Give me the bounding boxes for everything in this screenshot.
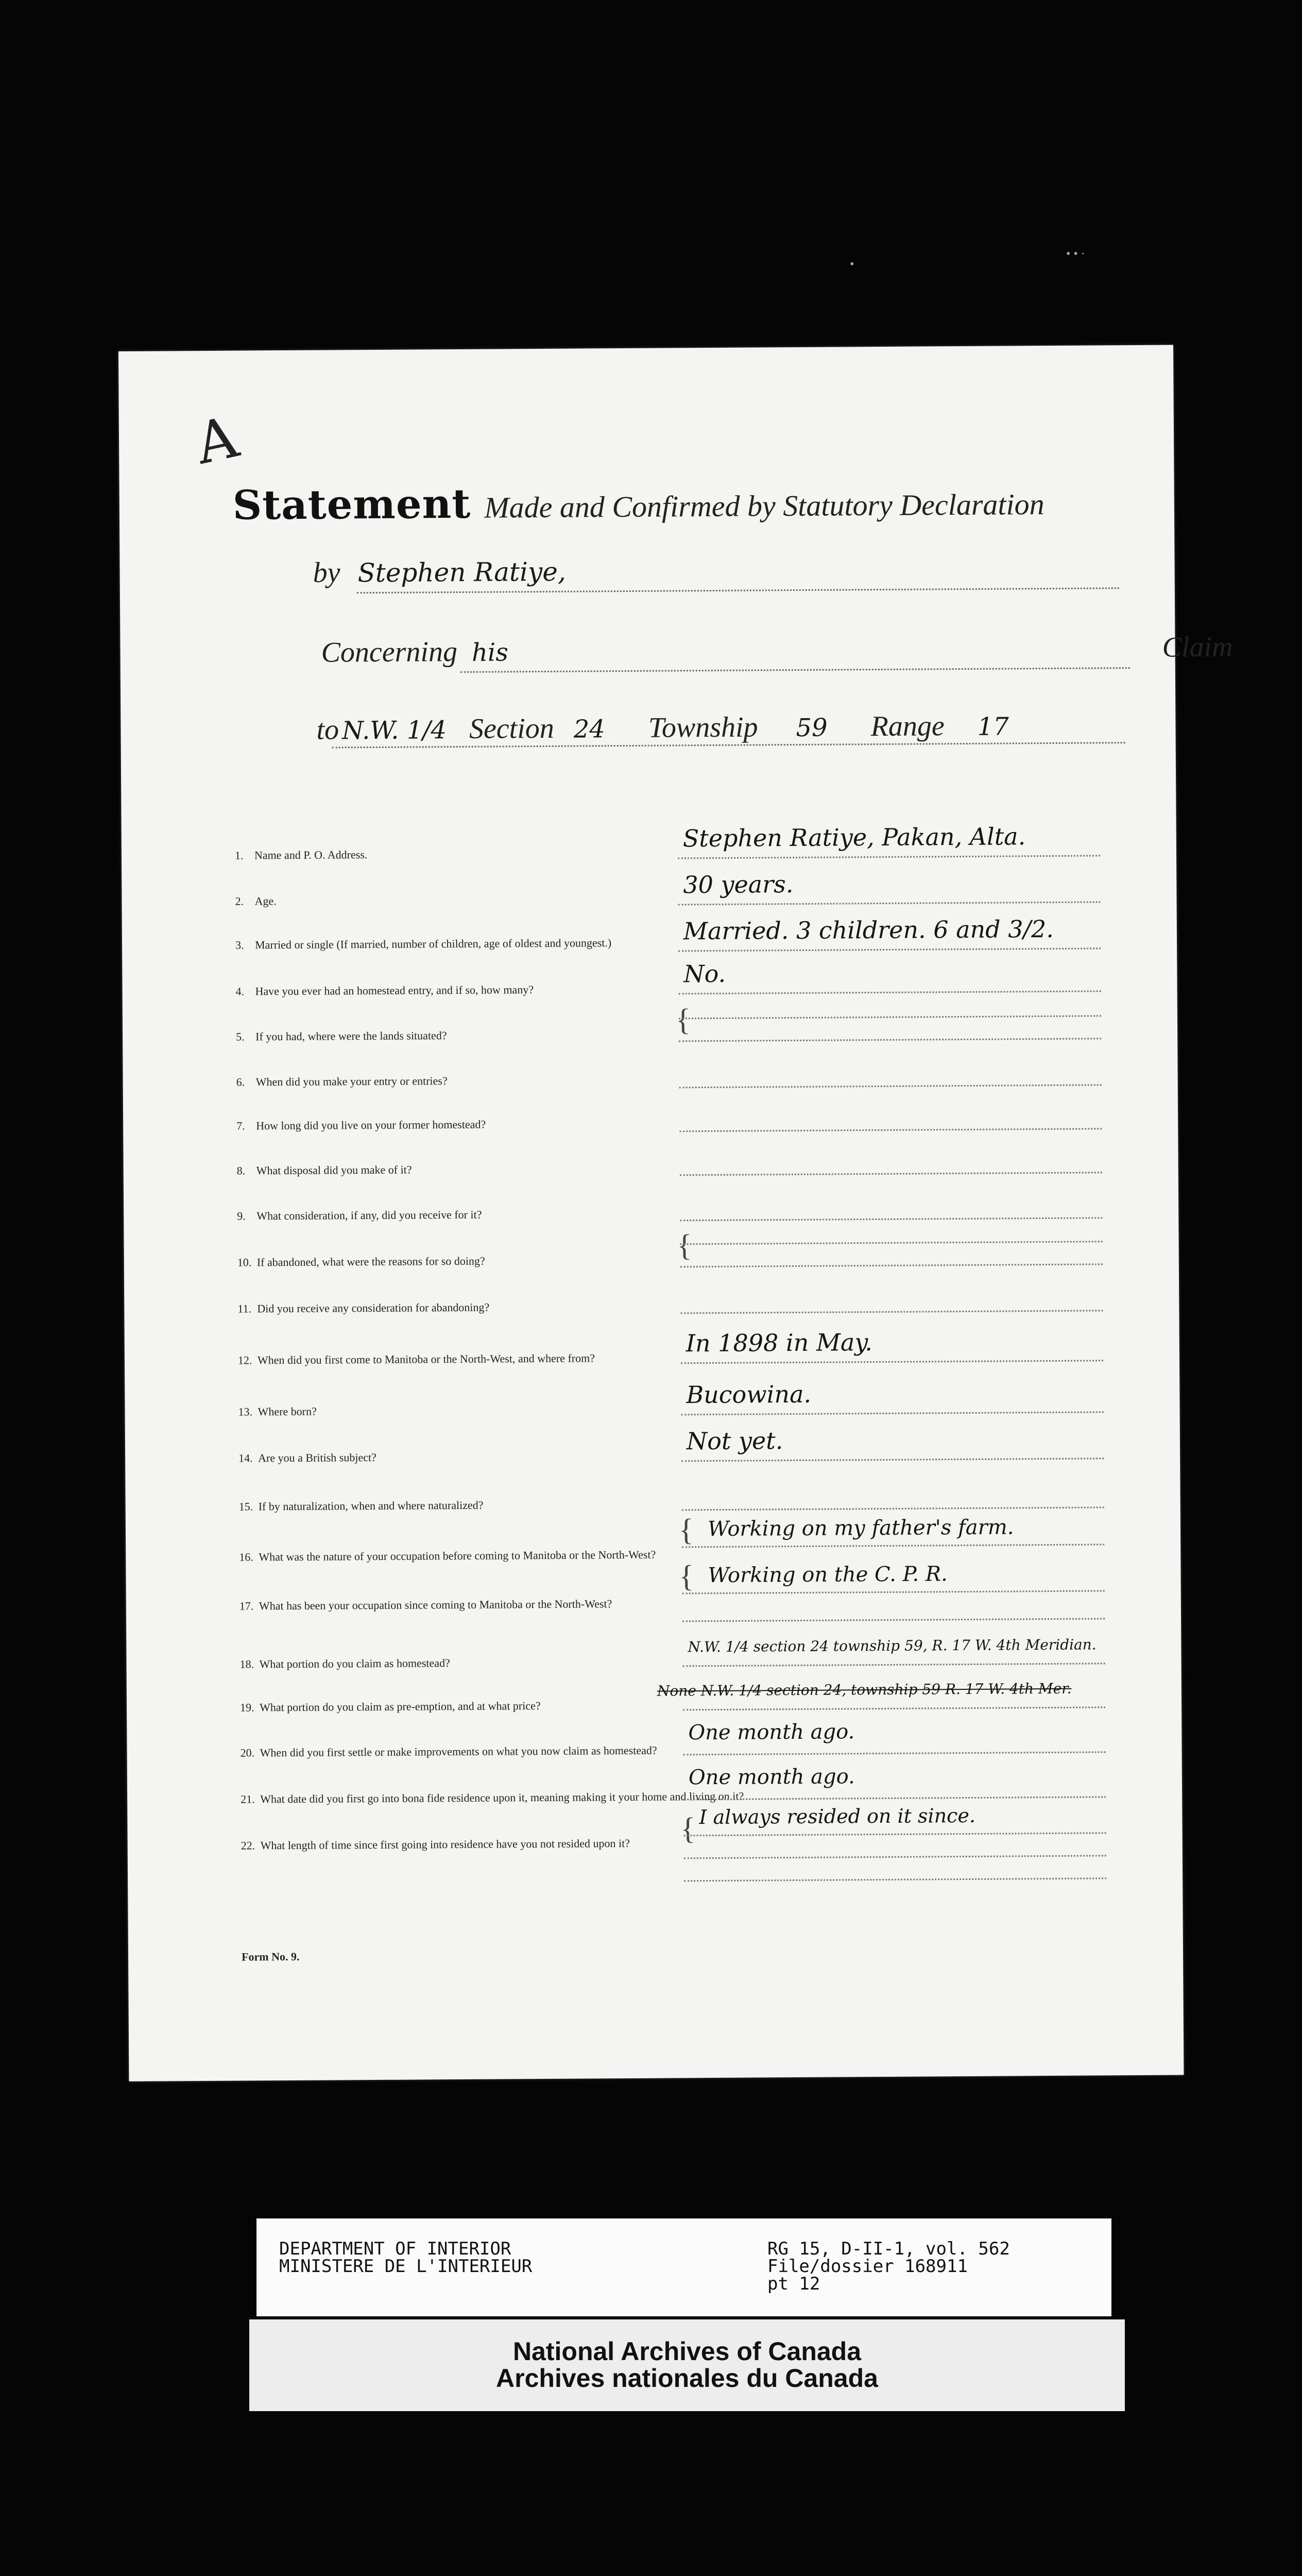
archives-name-french: Archives nationales du Canada [496, 2364, 878, 2393]
question-6: 6. When did you make your entry or entries? [236, 1074, 448, 1089]
answer-22: { I always resided on it since. [683, 1803, 1106, 1806]
film-speck: • [850, 258, 854, 271]
answer-14: Not yet. [681, 1425, 1104, 1427]
question-18: 18. What portion do you claim as homestead? [239, 1656, 450, 1671]
question-9: 9. What consideration, if any, did you receive for it? [237, 1208, 482, 1223]
question-10: 10. If abandoned, what were the reasons for so doing? [237, 1254, 485, 1269]
answer-6 [679, 1051, 1101, 1054]
reference-file: File/dossier 168911 [767, 2256, 968, 2277]
answer-11 [680, 1277, 1103, 1279]
form-heading-rest: Made and Confirmed by Statutory Declaration [484, 487, 1044, 524]
question-14: 14. Are you a British subject? [238, 1450, 376, 1465]
question-11: 11. Did you receive any consideration for abandoning? [237, 1300, 490, 1315]
answer-5: { [679, 1005, 1101, 1007]
answer-4: No. [678, 957, 1101, 960]
question-12: 12. When did you first come to Manitoba or the North-West, and where from? [237, 1351, 595, 1367]
form-title [233, 477, 1129, 529]
answer-20: One month ago. [683, 1718, 1105, 1721]
declarant-name: Stephen Ratiye, [357, 556, 566, 588]
quarter-value: N.W. 1/4 [341, 716, 447, 745]
concerning-underline [460, 667, 1130, 673]
answer-8 [679, 1139, 1102, 1141]
answer-7 [679, 1095, 1102, 1097]
reference-part: pt 12 [767, 2274, 820, 2294]
archives-banner [249, 2319, 1125, 2411]
concerning-row [321, 631, 1232, 669]
corner-mark: A [190, 403, 244, 477]
question-7: 7. How long did you live on your former homestead? [236, 1117, 486, 1132]
answer-2: 30 years. [678, 868, 1100, 871]
question-13: 13. Where born? [238, 1404, 317, 1418]
form-heading: Statement [232, 480, 471, 529]
question-1: 1. Name and P. O. Address. [234, 848, 368, 862]
question-22: 22. What length of time since first going into residence have you not resided upon it? [241, 1836, 630, 1852]
by-underline [357, 587, 1119, 594]
question-3: 3. Married or single (If married, number of children, age of oldest and youngest.) [235, 936, 612, 952]
location-row [316, 709, 1009, 746]
township-value: 59 [796, 713, 828, 742]
answer-13: Bucowina. [681, 1378, 1103, 1381]
answer-1: Stephen Ratiye, Pakan, Alta. [678, 822, 1100, 824]
concerning-label: Concerning [321, 635, 458, 669]
answer-21: One month ago. [683, 1763, 1106, 1766]
township-label: Township [648, 711, 758, 744]
claim-label: Claim [1162, 631, 1233, 664]
answer-18: N.W. 1/4 section 24 township 59, R. 17 W. 4th Meridian. [682, 1636, 1105, 1638]
answer-10: { [680, 1230, 1102, 1233]
to-label: to [316, 714, 339, 746]
reference-volume: RG 15, D-II-1, vol. 562 [767, 2239, 1010, 2259]
question-16: 16. What was the nature of your occupation before coming to Manitoba or the North-West? [239, 1548, 656, 1564]
question-19: 19. What portion do you claim as pre-emption, and at what price? [240, 1699, 541, 1714]
answer-15 [681, 1473, 1104, 1476]
department-french: MINISTERE DE L'INTERIEUR [279, 2256, 533, 2277]
question-20: 20. When did you first settle or make improvements on what you now claim as homestead? [240, 1743, 657, 1759]
answer-19: None N.W. 1/4 section 24, township 59 R. 17 W. 4th Mer. [683, 1680, 1105, 1682]
question-17: 17. What has been your occupation since coming to Manitoba or the North-West? [239, 1597, 612, 1613]
by-label: by [313, 556, 340, 589]
film-speck: • • · [1066, 247, 1085, 261]
range-value: 17 [977, 712, 1009, 741]
statement-form-page [118, 345, 1233, 2081]
answer-17: { Working on the C. P. R. [682, 1561, 1104, 1564]
archive-reference-label [256, 2218, 1111, 2316]
by-row [313, 555, 566, 589]
range-label: Range [870, 710, 945, 743]
section-label: Section [469, 712, 554, 745]
form-number: Form No. 9. [241, 1950, 300, 1963]
question-5: 5. If you had, where were the lands situated? [236, 1029, 447, 1043]
question-21: 21. What date did you first go into bona fide residence upon it, meaning making it your home and living on it? [241, 1789, 744, 1806]
concerning-value: his [471, 638, 509, 667]
section-value: 24 [573, 715, 606, 744]
question-8: 8. What disposal did you make of it? [236, 1163, 412, 1177]
answer-3: Married. 3 children. 6 and 3/2. [678, 914, 1101, 917]
question-2: 2. Age. [235, 894, 277, 908]
answer-12: In 1898 in May. [681, 1327, 1103, 1329]
archives-name-english: National Archives of Canada [512, 2337, 862, 2366]
answer-9 [680, 1184, 1102, 1187]
question-15: 15. If by naturalization, when and where naturalized? [238, 1498, 484, 1513]
department-english: DEPARTMENT OF INTERIOR [279, 2239, 511, 2259]
answer-16: { Working on my father's farm. [682, 1515, 1104, 1517]
question-4: 4. Have you ever had an homestead entry, and if so, how many? [235, 983, 534, 998]
